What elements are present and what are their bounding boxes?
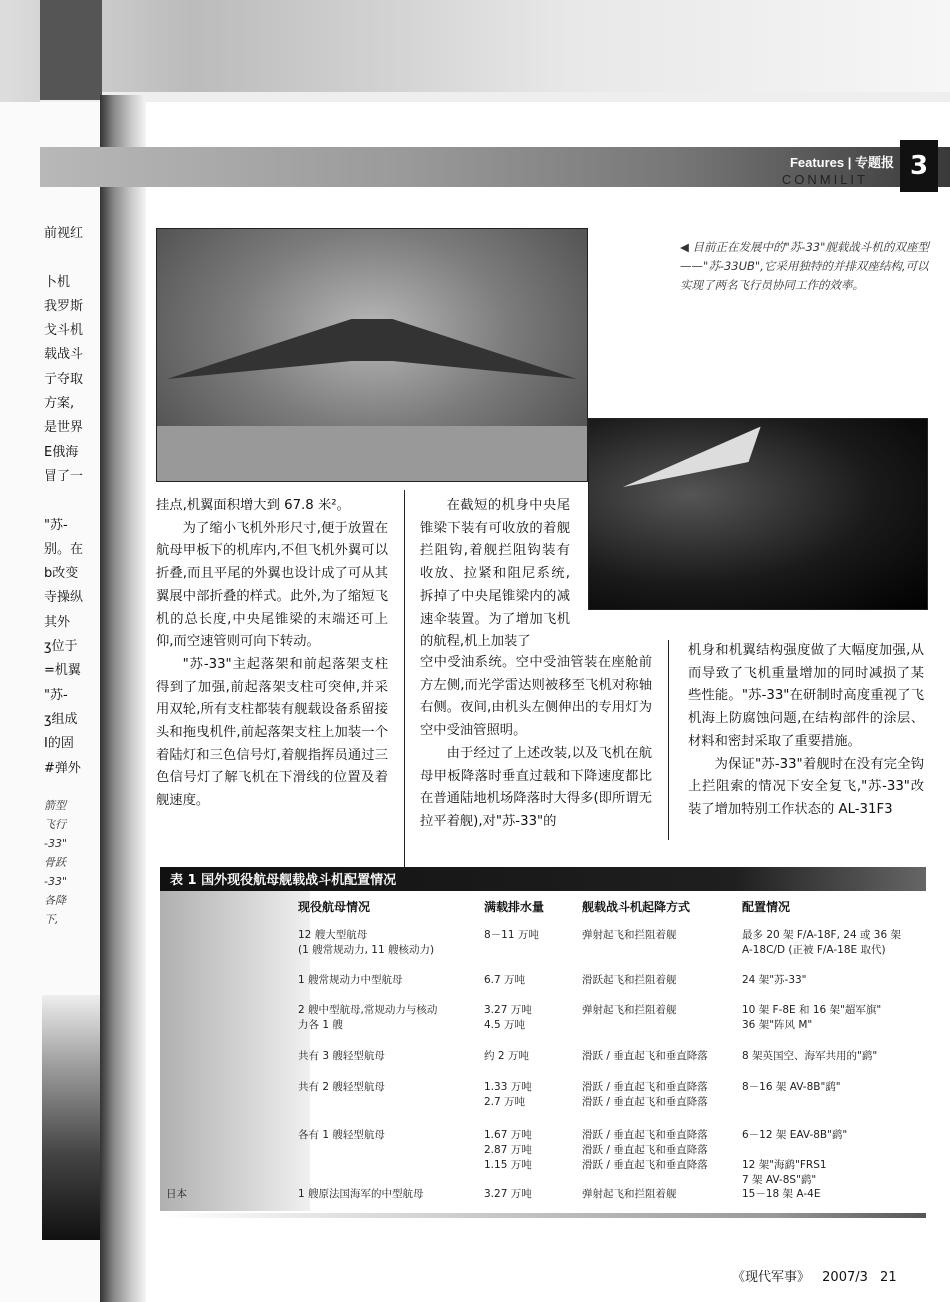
left-fragment: #弹外 [44, 760, 81, 776]
table-cell-c4: 10 架 F-8E 和 16 架"超军旗" 36 架"阵风 M" [742, 1004, 882, 1031]
left-fragment: "苏- [44, 517, 68, 533]
table-cell-c4: 最多 20 架 F/A-18F, 24 或 36 架 A-18C/D (正被 F/A-18E 取代) [742, 929, 902, 956]
left-fragment [44, 489, 100, 513]
jet-light-streak [618, 427, 770, 502]
table-cell-c1: 共有 3 艘轻型航母 [298, 1050, 385, 1062]
left-fragment: 卜机 [44, 274, 71, 290]
table-cell-c4: 15－18 架 A-4E [742, 1188, 821, 1200]
table-cell-c3: 弹射起飞和拦阻着舰 [582, 1004, 677, 1016]
left-italic-fragment: -33" [44, 875, 68, 888]
table-left-shade [160, 891, 310, 1211]
table-header-carriers: 现役航母情况 [298, 900, 371, 914]
col2-paragraph-1: 在截短的机身中央尾锥梁下装有可收放的着舰拦阻钩,着舰拦阻钩装有收放、拉紧和阻尼系统,拆掉了中央尾锥梁内的减速伞装置。为了增加飞机的航程,机上加装了 [420, 498, 570, 650]
left-fragment: ʒ位于 [44, 639, 78, 655]
left-fragment: b改变 [44, 566, 79, 582]
article-column-1 [156, 495, 388, 813]
left-italic-fragment: 飞行 [44, 818, 66, 831]
left-fragment: 其外 [44, 614, 71, 630]
table-side-label: 日本 [166, 1188, 187, 1200]
left-fragment: 戈斗机 [44, 323, 84, 339]
su33-night-photo [588, 418, 928, 610]
footer-magazine: 《现代军事》 [732, 1270, 811, 1285]
left-fragment: 寺操纵 [44, 590, 84, 606]
table-cell-c2: 6.7 万吨 [484, 974, 526, 986]
footer-page: 21 [880, 1270, 897, 1285]
table-cell-c3: 弹射起飞和拦阻着舰 [582, 1188, 677, 1200]
article-column-2-top [420, 495, 570, 654]
left-fragment: 亍夺取 [44, 371, 84, 387]
col2-paragraph-2: 空中受油系统。空中受油管装在座舱前方左侧,而光学雷达则被移至飞机对称轴右侧。夜间,由机头左侧伸出的专用灯为空中受油管照明。 [420, 655, 652, 739]
left-fragment: 我罗斯 [44, 298, 84, 314]
left-page-italic-fragments [44, 796, 67, 929]
left-fragment: ʒ组成 [44, 711, 78, 727]
left-fragment [44, 246, 100, 270]
col1-paragraph-1: 挂点,机翼面积增大到 67.8 米²。 [156, 498, 350, 513]
table-cell-c3: 滑跃起飞和拦阻着舰 [582, 974, 677, 986]
table-cell-c4: 8 架英国空、海军共用的"鹞" [742, 1050, 878, 1062]
table-cell-c1: 各有 1 艘轻型航母 [298, 1129, 385, 1141]
table-cell-c2: 3.27 万吨 [484, 1188, 532, 1200]
table-header-configuration: 配置情况 [742, 900, 791, 914]
table-cell-c3: 滑跃 / 垂直起飞和垂直降落 滑跃 / 垂直起飞和垂直降落 滑跃 / 垂直起飞和垂直降落 [582, 1129, 708, 1171]
col1-paragraph-2: 为了缩小飞机外形尺寸,便于放置在航母甲板下的机库内,不但飞机外翼可以折叠,而且平尾的外翼也设计成了可从其翼展中部折叠的样式。此外,为了缩短飞机的总长度,中央尾锥梁的末端还可上仰,而空速管则可向下转动。 [156, 520, 388, 650]
left-fragment: 冒了一 [44, 468, 84, 484]
scan-top-shade [0, 0, 950, 102]
left-italic-fragment: 各降 [44, 894, 66, 907]
table-cell-c3: 滑跃 / 垂直起飞和垂直降落 滑跃 / 垂直起飞和垂直降落 [582, 1081, 708, 1108]
table-cell-c2: 8－11 万吨 [484, 929, 539, 941]
left-top-shadow [40, 0, 102, 100]
left-fragment: =机翼 [44, 663, 81, 679]
article-column-2-bottom [420, 652, 652, 834]
table-cell-c2: 1.33 万吨 2.7 万吨 [484, 1081, 532, 1108]
col1-paragraph-3: "苏-33"主起落架和前起落架支柱得到了加强,前起落架支柱可突伸,并采用双轮,所有支柱都装有舰载设备系留接头和拖曳机件,前起落架支柱上加装一个着陆灯和三色信号灯,着舰指挥员通过三色信号灯了解飞机在下滑线的位置及着舰速度。 [156, 656, 388, 809]
table-header-launch-method: 舰载战斗机起降方式 [582, 900, 691, 914]
page-tag: 3 [900, 140, 938, 192]
left-italic-fragment: 骨跃 [44, 856, 66, 869]
table-cell-c2: 约 2 万吨 [484, 1050, 529, 1062]
section-brand: Features | 专题报 [789, 155, 894, 170]
article-column-3 [688, 640, 924, 822]
left-page-text-fragments [44, 222, 100, 781]
table-cell-c3: 弹射起飞和拦阻着舰 [582, 929, 677, 941]
table-title: 表 1 国外现役航母舰载战斗机配置情况 [170, 873, 397, 888]
left-fragment: 载战斗 [44, 347, 84, 363]
left-italic-fragment: 下, [44, 913, 59, 926]
col2-paragraph-3: 由于经过了上述改装,以及飞机在航母甲板降落时垂直过载和下降速度都比在普通陆地机场降落时大得多(即所谓无拉平着舰),对"苏-33"的 [420, 745, 652, 829]
left-italic-fragment: -33" [44, 837, 68, 850]
table-bottom-rule [160, 1213, 926, 1218]
table-cell-c1: 1 艘原法国海军的中型航母 [298, 1188, 424, 1200]
table-cell-c1: 共有 2 艘轻型航母 [298, 1081, 385, 1093]
table-header-displacement: 满载排水量 [484, 900, 545, 914]
table-cell-c3: 滑跃 / 垂直起飞和垂直降落 [582, 1050, 708, 1062]
table-cell-c1: 12 艘大型航母 (1 艘常规动力, 11 艘核动力) [298, 929, 435, 956]
left-fragment: 前视红 [44, 226, 84, 241]
col3-paragraph-1: 机身和机翼结构强度做了大幅度加强,从而导致了飞机重量增加的同时减损了某些性能。"苏-33"在研制时高度重视了飞机海上防腐蚀问题,在结构部件的涂层、材料和密封采取了重要措施。 [688, 643, 924, 749]
table-cell-c2: 3.27 万吨 4.5 万吨 [484, 1004, 532, 1031]
table-cell-c1: 1 艘常规动力中型航母 [298, 974, 403, 986]
left-fragment: I的固 [44, 736, 74, 752]
page-spine [100, 95, 146, 1302]
left-page-photo [42, 995, 100, 1240]
table-cell-c1: 2 艘中型航母,常规动力与核动 力各 1 艘 [298, 1004, 438, 1031]
table-cell-c4: 6－12 架 EAV-8B"鹞" 12 架"海鹞"FRS1 7 架 AV-8S"鹞" [742, 1129, 848, 1186]
su33-deck-photo [156, 228, 588, 482]
jet-silhouette [167, 319, 577, 379]
left-fragment: "苏- [44, 687, 68, 703]
left-fragment: 别。在 [44, 541, 84, 557]
column-divider-2 [668, 640, 669, 840]
column-divider-1 [404, 490, 405, 870]
left-fragment: E俄海 [44, 444, 79, 460]
left-fragment: 是世界 [44, 420, 84, 436]
page-footer [732, 1266, 905, 1285]
table-cell-c4: 8－16 架 AV-8B"鹞" [742, 1081, 841, 1093]
left-fragment: 方案, [44, 396, 75, 412]
deck-surface [157, 426, 587, 481]
left-italic-fragment: 箭型 [44, 799, 66, 812]
table-cell-c4: 24 架"苏-33" [742, 974, 807, 986]
photo-caption: ◀ 目前正在发展中的"苏-33"舰载战斗机的双座型——"苏-33UB",它采用独特的并排双座结构,可以实现了两名飞行员协同工作的效率。 [680, 240, 929, 292]
section-brand-sub: CONMILIT [781, 172, 868, 187]
table-cell-c2: 1.67 万吨 2.87 万吨 1.15 万吨 [484, 1129, 532, 1171]
footer-issue: 2007/3 [822, 1270, 868, 1285]
col3-paragraph-2: 为保证"苏-33"着舰时在没有完全钩上拦阻索的情况下安全复飞,"苏-33"改装了增加特别工作状态的 AL-31F3 [688, 756, 924, 817]
